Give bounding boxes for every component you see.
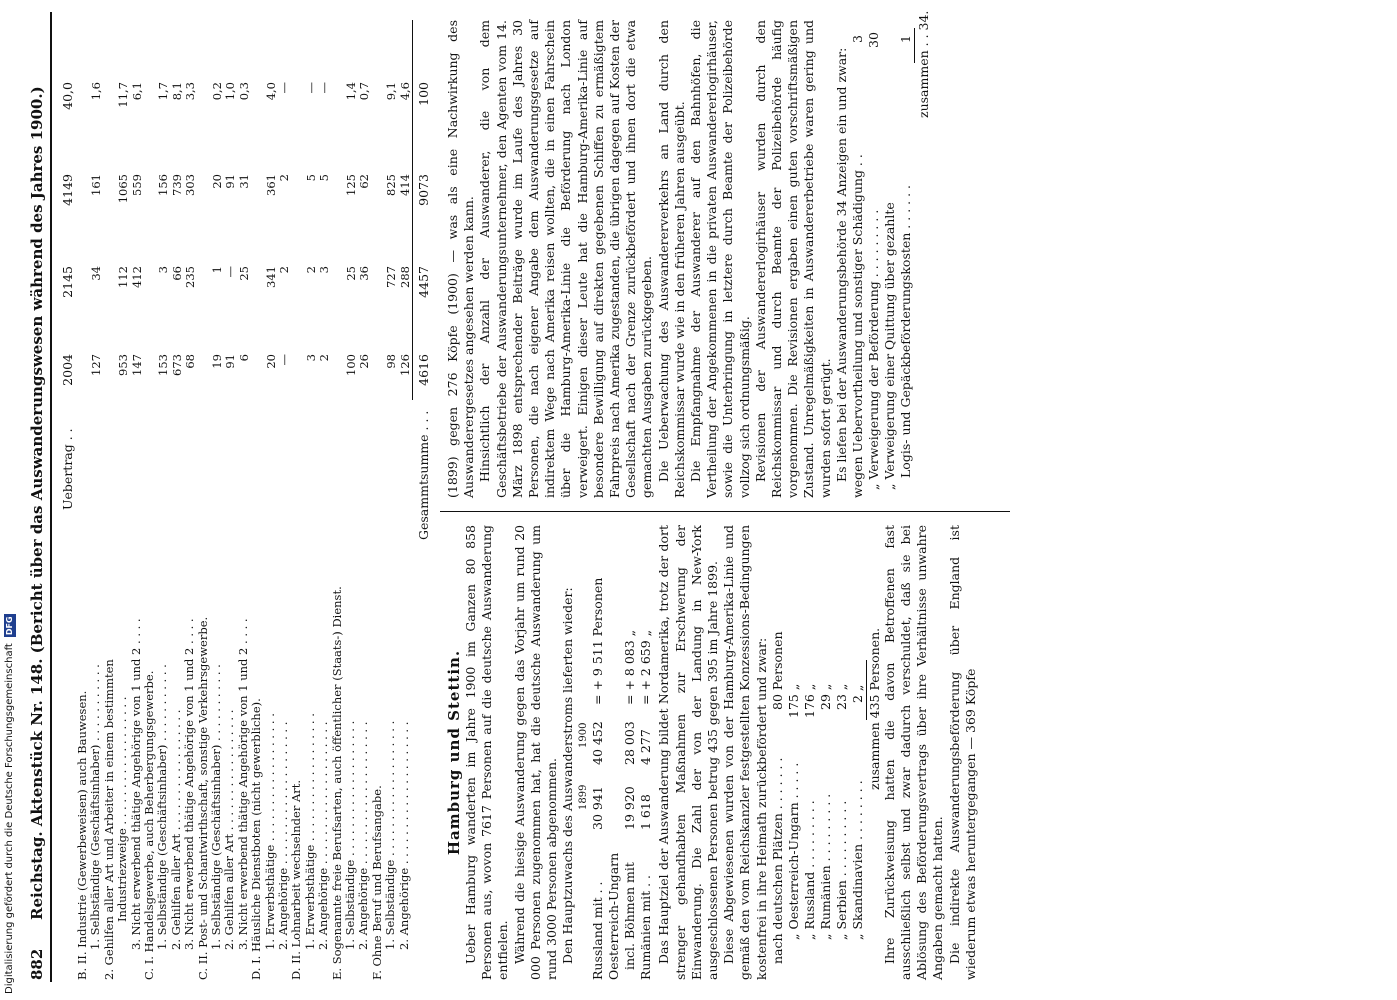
country-diff: = + 2 659 „ [638,629,654,705]
table-cell: 66 [169,266,184,281]
left-column [445,525,979,980]
year-header: 1899 [578,784,590,810]
page-title: Reichstag. Aktenstück Nr. 148. (Bericht über das Auswanderungswesen während des Jahres 1900.) [28,86,46,920]
paragraph: Es liefen bei der Auswanderungsbehörde 34 Anzeigen ein und zwar: [833,47,849,482]
total-value: 4457 [416,266,431,298]
table-cell: 4,0 [263,82,278,101]
table-cell: 412 [129,266,144,288]
table-row-label: 2. Angehörige . . . . . . . . . . . . . . . . . . . . [356,721,371,950]
country-value: 40 452 [590,721,606,765]
table-cell: — [223,266,238,278]
table-cell: 19 [210,354,224,369]
table-cell: 3 [317,266,332,274]
table-section-heading: 2. Gehilfen aller Art und Arbeiter in einem bestimmten [101,659,116,980]
table-cell: 147 [129,354,144,376]
page-number: 882 [28,948,46,980]
table-cell: 361 [263,174,278,196]
country-value: 30 941 [590,786,606,830]
rotated-document-page [20,10,1300,990]
table-cell: 36 [357,266,372,281]
table-cell: 127 [89,354,104,376]
carry-value: 40,0 [60,82,75,110]
total-value: 9073 [416,174,431,206]
table-section-heading: E. Sogenannte freie Berufsarten, auch öffentlicher (Staats-) Dienst. [329,586,344,980]
table-cell: 953 [116,354,131,376]
table-cell: 9,1 [384,82,399,101]
carry-value: 2004 [60,354,75,386]
table-cell: 112 [116,266,131,288]
table-section-heading: D. II. Lohnarbeit wechselnder Art. [289,779,304,980]
carry-value: 2145 [60,266,75,298]
table-row-label: 2. Angehörige . . . . . . . . . . . . . . . . . . . . [316,721,331,950]
table-cell: 20 [210,174,224,189]
table-cell: 126 [397,354,412,376]
table-cell: 3,3 [183,82,198,101]
table-cell: 303 [183,174,198,196]
table-cell: 8,1 [169,82,184,101]
country-name: Rumänien mit . . [638,874,654,980]
table-cell: 11,7 [116,82,131,108]
table-cell: — [303,82,318,94]
table-cell: 673 [169,354,184,376]
table-cell: 1,6 [89,82,104,101]
table-row-label: 2. Angehörige . . . . . . . . . . . . . . . . . . . . [396,721,411,950]
digitization-notice-text: Digitalisierung gefördert durch die Deutsche Forschungsgemeinschaft [4,643,15,994]
dfg-logo: DFG [5,616,14,636]
total-value: 100 [416,82,431,106]
table-cell: 0,3 [236,82,251,101]
destination-name: „ Rumänien . . . . . . . . . [817,793,833,940]
table-cell: 1,4 [344,82,358,101]
table-row-label: 2. Gehilfen aller Art . . . . . . . . . . . . . . . . . [222,709,237,950]
destination-value: 175 „ [785,683,801,718]
occupation-table [60,12,430,980]
table-section-heading: C. I. Handelsgewerbe, auch Beherbergungsgewerbe. [142,670,156,980]
table-section-heading: C. II. Post- und Schantwirthschaft, sonstige Verkehrsgewerbe. [195,616,210,980]
table-cell: 26 [357,354,372,369]
table-cell: 125 [344,174,358,196]
table-cell: 100 [344,354,358,376]
destination-name: „ Russland . . . . . . . . . [801,800,817,940]
table-row-label: 1. Selbständige (Geschäftsinhaber) . . . . . . . . . . . [209,664,223,950]
table-row-label: 1. Selbständige (Geschäftsinhaber) . . . . . . . . . . . [155,664,170,950]
total-rule [412,20,413,400]
table-cell: 161 [89,174,104,196]
complaint-value: 1 [898,35,914,43]
table-row-label: 1. Selbständige . . . . . . . . . . . . . . . . . . . [343,720,357,950]
complaint-total: zusammen . . 34. [916,10,932,118]
table-cell: 341 [263,266,278,288]
paragraph: Ihre Zurückweisung hatten die davon Betroffenen fast ausschließlich selbst und zwar dadurch verschuldet, daß sie bei Ablösung des Beförderungsvertrags über ihre Verhältnisse unwahre Angaben gemacht hatten. [881,525,946,980]
country-name: Russland mit . . [590,881,606,980]
table-cell: 727 [384,266,399,288]
table-cell: 559 [129,174,144,196]
paragraph: Während die hiesige Auswanderung gegen das Vorjahr um rund 20 000 Personen zugenommen hat, hat die deutsche Auswanderung um rund 3000 Personen abgenommen. [511,525,560,980]
right-column [445,10,934,498]
paragraph: Diese Abgewiesenen wurden von der Hamburg-Amerika-Linie und gemäß den vom Reichskanzler festgestellten Konzessions-Bedingungen kostenfrei in ihre Heimath zurückbefördert und zwar: [721,525,769,980]
table-cell: 25 [236,266,251,281]
table-cell: 20 [263,354,278,369]
destination-value: 2 „ [849,684,865,703]
table-cell: 31 [236,174,251,189]
table-section-heading: D. I. Häusliche Dienstboten (nicht gewerbliche). [249,698,264,980]
table-row-label: 1. Selbständige . . . . . . . . . . . . . . . . . . . [383,720,398,950]
table-cell: 1,0 [223,82,238,101]
paragraph: Revisionen der Auswandererlogirhäuser wurden durch den Reichskommissar und durch Beamte der Polizeibehörde häufig vorgenommen. Die Revisionen ergaben einen guten vorschriftsmäßigen Zustand. Unregelmäßigkeiten in Auswandererbetriebe waren gering und wurden sofort gerügt. [752,20,833,498]
table-cell: 1,7 [156,82,171,101]
column-divider [440,511,1010,512]
total-label: Gesammtsumme . . . [416,410,431,540]
table-cell: 2 [277,266,291,274]
table-cell: 25 [344,266,358,281]
table-cell: 156 [156,174,171,196]
country-diff: = + 8 083 „ [622,629,638,705]
complaint-label: Logis- und Gepäckbeförderungskosten . . . . . . [898,184,914,478]
table-row-label: 1. Erwerbsthätige . . . . . . . . . . . . . . . . . . [302,713,317,950]
section-title: Hamburg und Stettin. [445,649,463,856]
destination-value: 80 Personen [769,631,785,710]
destination-total: zusammen 435 Personen. [866,627,882,790]
table-cell: 4,6 [397,82,412,101]
table-cell: 5 [303,174,318,182]
total-value: 4616 [416,354,431,386]
table-row-label: 3. Nicht erwerbend thätige Angehörige von 1 und 2 . . . . [235,618,250,950]
table-cell: 739 [169,174,184,196]
table-row-label: Industriezweige . . . . . . . . . . . . . . . . . . [115,696,130,922]
table-cell: — [317,82,332,94]
table-cell: 91 [223,354,238,369]
country-value: 19 920 [622,786,638,830]
destination-value: 23 „ [833,683,849,710]
table-cell: — [277,82,291,94]
destination-value: 176 „ [801,683,817,718]
table-cell: 2 [303,266,318,274]
table-cell: 91 [223,174,238,189]
year-header: 1900 [578,722,590,748]
header-rule [50,12,52,982]
table-cell: 3 [303,354,318,362]
destination-name: „ Oesterreich-Ungarn . . . . . [785,762,801,940]
country-value: 4 277 [638,729,654,765]
table-cell: 62 [357,174,372,189]
table-cell: 3 [156,266,171,274]
table-cell: 6,1 [129,82,144,101]
table-cell: 825 [384,174,399,196]
table-cell: 0,7 [357,82,372,101]
table-row-label: 3. Nicht erwerbend thätige Angehörige von 1 und 2 . . . . [128,618,143,950]
paragraph: Die Empfangnahme der Auswanderer auf den Bahnhöfen, die Vertheilung der Angekommenen in die privaten Auswandererlogirhäuser, sowie die Unterbringung in letztere durch Beamte der Polizeibehörde vollzog sich ordnungsmäßig. [688,20,752,498]
destination-name: „ Serbien . . . . . . . . . . [833,800,849,940]
table-row-label: 2. Angehörige . . . . . . . . . . . . . . . . . . . . [276,721,290,950]
complaint-label: „ Verweigerung der Beförderung . . . . . . . . . [866,209,882,490]
complaint-list [850,10,934,498]
table-row-label: 1. Selbständige (Geschäftsinhaber) . . . . . . . . . . . [88,664,103,950]
table-cell: 68 [183,354,198,369]
country-name: Oesterreich-Ungarn [606,852,622,980]
paragraph: Die indirekte Auswanderungsbeförderung über England ist wiederum etwas heruntergegangen — 369 Köpfe [946,525,978,980]
digitization-notice [1,4,19,994]
table-cell: 153 [156,354,171,376]
destination-list [770,525,882,980]
destination-name: nach deutschen Plätzen . . . . . . . [769,757,785,964]
country-diff: = + 9 511 Personen [590,577,606,705]
table-cell: 288 [397,266,412,288]
country-value: 1 618 [638,794,654,830]
table-cell: 2 [317,354,332,362]
table-cell: 0,2 [210,82,224,101]
table-cell: 5 [317,174,332,182]
country-table [576,525,656,980]
complaint-label: „ Verweigerung einer Quittung über gezahlte [882,202,898,490]
sum-rule [914,28,915,63]
table-cell: 1065 [116,174,131,204]
table-cell: 235 [183,266,198,288]
paragraph: Ueber Hamburg wanderten im Jahre 1900 im Ganzen 80 858 Personen aus, wovon 7617 Personen auf die deutsche Auswanderung entfielen. [463,525,511,980]
complaint-value: 30 [866,32,882,48]
complaint-value: 3 [850,35,866,43]
country-name: incl. Böhmen mit [622,862,638,970]
paragraph: (1899) gegen 276 Köpfe (1900) — was als eine Nachwirkung des Auswanderergesetzes angesehen werden kann. [445,20,477,498]
paragraph: Das Hauptziel der Auswanderung bildet Nordamerika, trotz der dort strenger gehandhabten Maßnahmen zur Erschwerung der Einwanderung. Die Zahl der von der Landung in New-York ausgeschlossenen Personen betrug 435 gegen 395 im Jahre 1899. [656,525,721,980]
complaint-label: wegen Uebervortheilung und sonstiger Schädigung . . [850,154,866,498]
table-cell: — [277,354,291,366]
paragraph: Die Ueberwachung des Auswandererverkehrs an Land durch den Reichskommissar wurde wie in den früheren Jahren ausgeübt. [655,20,687,498]
destination-value: 29 „ [817,683,833,710]
table-cell: 2 [277,174,291,182]
carry-value: 4149 [60,174,75,206]
carry-label: Uebertrag . . [60,428,75,510]
table-cell: 6 [236,354,251,362]
table-row-label: 3. Nicht erwerbend thätige Angehörige von 1 und 2 . . . . [182,618,197,950]
paragraph: Den Hauptzuwachs des Auswanderstroms lieferten wieder: [560,587,576,964]
table-cell: 1 [210,266,224,274]
paragraph: Hinsichtlich der Anzahl der Auswanderer, die von dem Geschäftsbetriebe der Auswanderungsunternehmer, den Agenten vom 14. März 1898 entsprechender Beiträge wurde im Laufe des Jahres 30 Personen, die nach eigener Angabe dem Auswanderungsgesetze auf indirektem Wege nach Amerika reisen wollten, die in einen Fahrschein über die Hamburg-Amerika-Linie die Beförderung nach London verweigert. Einigen dieser Leute hat die Hamburg-Amerika-Linie auf besondere Bewilligung auf direkten gegebenen Schiffen zu ermäßigtem Fahrpreis nach Amerika zugestanden, die übrigen dagegen auf Kosten der Gesellschaft nach der Grenze zurückbefördert und ihnen dort die etwa gemachten Ausgaben zurückgegeben. [477,20,655,498]
destination-name: „ Skandinavien . . . . . . . . [849,780,865,940]
table-section-heading: F. Ohne Beruf und Berufsangabe. [369,785,384,980]
table-row-label: 2. Gehilfen aller Art . . . . . . . . . . . . . . . . . [168,709,183,950]
table-cell: 34 [89,266,104,281]
table-row-label: 1. Erwerbsthätige . . . . . . . . . . . . . . . . . . [262,713,277,950]
table-cell: 98 [384,354,399,369]
table-section-heading: B. II. Industrie (Gewerbeweisen) auch Bauwesen. [75,690,89,980]
table-cell: 414 [397,174,412,196]
country-value: 28 003 [622,721,638,765]
